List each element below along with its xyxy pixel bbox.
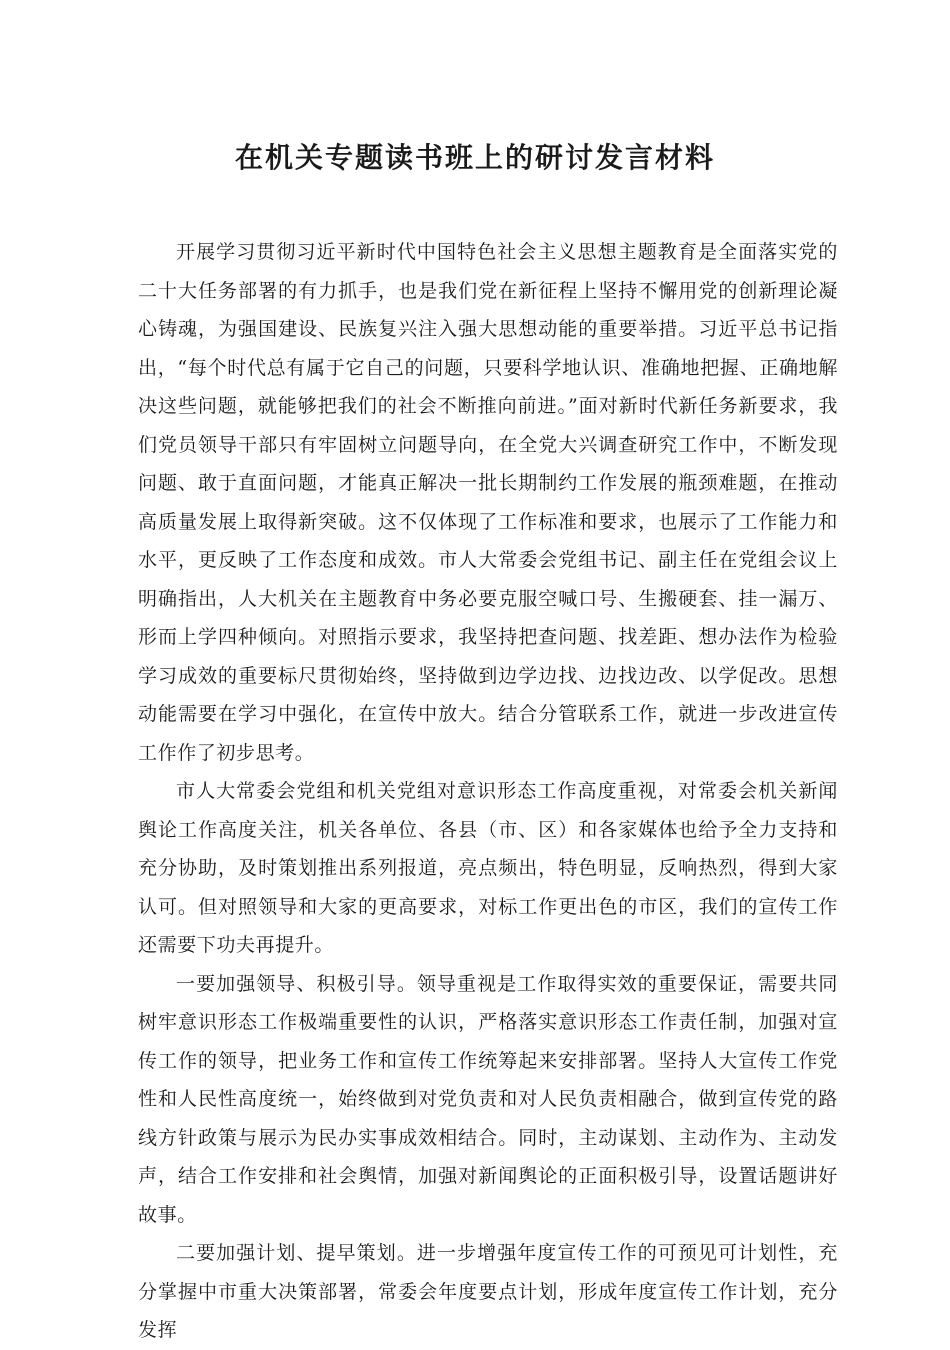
paragraph-point-two: 二要加强计划、提早策划。进一步增强年度宣传工作的可预见可计划性，充分掌握中市重大决策部署，常委会年度要点计划，形成年度宣传工作计划，充分发挥 [138, 1242, 838, 1341]
document-body [138, 233, 838, 1350]
paragraph-current-status: 市人大常委会党组和机关党组对意识形态工作高度重视，对常委会机关新闻舆论工作高度关注，机关各单位、各县（市、区）和各家媒体也给予全力支持和充分协助，及时策划推出系列报道，亮点频出，特色明显，反响热烈，得到大家认可。但对照领导和大家的更高要求，对标工作更出色的市区，我们的宣传工作还需要下功夫再提升。 [138, 780, 838, 956]
paragraph-point-one: 一要加强领导、积极引导。领导重视是工作取得实效的重要保证，需要共同树牢意识形态工作极端重要性的认识，严格落实意识形态工作责任制，加强对宣传工作的领导，把业务工作和宣传工作统筹起来安排部署。坚持人大宣传工作党性和人民性高度统一，始终做到对党负责和对人民负责相融合，做到宣传党的路线方针政策与展示为民办实事成效相结合。同时，主动谋划、主动作为、主动发声，结合工作安排和社会舆情，加强对新闻舆论的正面积极引导，设置话题讲好故事。 [138, 972, 838, 1226]
paragraph-intro: 开展学习贯彻习近平新时代中国特色社会主义思想主题教育是全面落实党的二十大任务部署的有力抓手，也是我们党在新征程上坚持不懈用党的创新理论凝心铸魂，为强国建设、民族复兴注入强大思想动能的重要举措。习近平总书记指出，“每个时代总有属于它自己的问题，只要科学地认识、准确地把握、正确地解决这些问题，就能够把我们的社会不断推向前进。”面对新时代新任务新要求，我们党员领导干部只有牢固树立问题导向，在全党大兴调查研究工作中，不断发现问题、敢于直面问题，才能真正解决一批长期制约工作发展的瓶颈难题，在推动高质量发展上取得新突破。这不仅体现了工作标准和要求，也展示了工作能力和水平，更反映了工作态度和成效。市人大常委会党组书记、副主任在党组会议上明确指出，人大机关在主题教育中务必要克服空喊口号、生搬硬套、挂一漏万、形而上学四种倾向。对照指示要求，我坚持把查问题、找差距、想办法作为检验学习成效的重要标尺贯彻始终，坚持做到边学边找、边找边改、以学促改。思想动能需要在学习中强化，在宣传中放大。结合分管联系工作，就进一步改进宣传工作作了初步思考。 [138, 241, 838, 764]
document-title: 在机关专题读书班上的研讨发言材料 [234, 141, 715, 174]
